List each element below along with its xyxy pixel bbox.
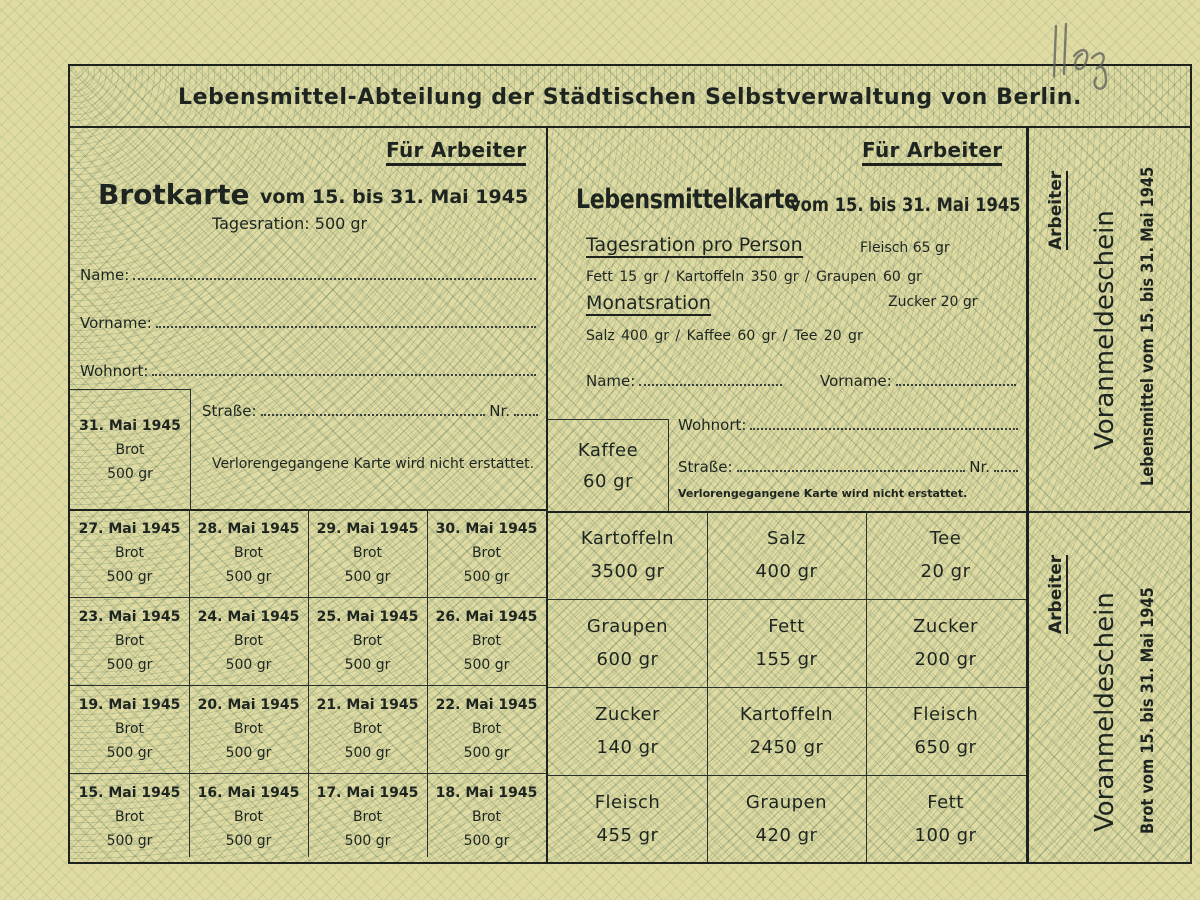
coupon-item: Fett [927, 792, 964, 813]
food-grid-row-line [548, 687, 1026, 688]
coupon-amount: 500 gr [344, 657, 391, 673]
coupon-item: Kartoffeln [580, 528, 675, 549]
food-coupon[interactable] [548, 689, 707, 773]
coupon-amount: 500 gr [106, 833, 153, 849]
coupon-amount: 500 gr [463, 569, 510, 585]
food-wohnort-label: Wohnort: [678, 416, 747, 434]
food-nr-label: Nr. [969, 458, 990, 476]
bread-coupon[interactable] [70, 775, 189, 859]
first-coupon-top [70, 389, 190, 390]
bread-name-field[interactable] [80, 266, 540, 284]
coupon-amount: 500 gr [106, 657, 153, 673]
coupon-item: Zucker [595, 704, 660, 725]
bread-coupon[interactable] [189, 599, 308, 683]
food-card-period: vom 15. bis 31. Mai 1945 [790, 194, 1021, 216]
coupon-amount: 500 gr [463, 745, 510, 761]
food-name-label: Name: [586, 372, 636, 390]
food-monthly-line: Salz 400 gr / Kaffee 60 gr / Tee 20 gr [586, 328, 863, 344]
food-daily-meat: Fleisch 65 gr [860, 240, 950, 256]
coupon-date: 20. Mai 1945 [197, 697, 300, 713]
coupon-amount: 140 gr [596, 737, 659, 758]
bread-grid-row-line [70, 685, 546, 686]
divider-food-stubs [1026, 126, 1029, 862]
coupon-item: Zucker [913, 616, 978, 637]
bread-grid-row-line [70, 597, 546, 598]
bread-card-for-label: Für Arbeiter [386, 138, 526, 166]
bread-coupon-first[interactable] [70, 392, 190, 508]
coupon-date: 19. Mai 1945 [78, 697, 181, 713]
coupon-item: Fleisch [594, 792, 661, 813]
stub-top-subtitle: Lebensmittel vom 15. bis 31. Mai 1945 [1138, 166, 1158, 486]
ration-card [68, 64, 1192, 864]
bread-coupon[interactable] [308, 511, 427, 595]
food-grid-row-line [548, 599, 1026, 600]
coupon-amount: 500 gr [463, 657, 510, 673]
coupon-item: Tee [929, 528, 962, 549]
coupon-item: Brot [352, 809, 383, 825]
first-coupon-right [190, 389, 191, 509]
food-card-for-label: Für Arbeiter [862, 138, 1002, 166]
food-name-field[interactable] [586, 372, 786, 390]
bread-coupon[interactable] [70, 599, 189, 683]
coupon-item: Brot [352, 633, 383, 649]
coupon-date: 17. Mai 1945 [316, 785, 419, 801]
coupon-amount: 500 gr [225, 569, 272, 585]
bread-coupon[interactable] [427, 599, 546, 683]
handwritten-pencil-mark [1048, 16, 1118, 96]
coupon-item: Brot [471, 545, 502, 561]
coupon-amount: 500 gr [225, 745, 272, 761]
food-coupon[interactable] [707, 777, 866, 861]
food-coupon[interactable] [707, 601, 866, 685]
divider-stubs [1028, 511, 1190, 513]
food-grid-row-line [548, 775, 1026, 776]
coupon-date: 31. Mai 1945 [79, 418, 181, 434]
food-monthly-sugar: Zucker 20 gr [888, 294, 978, 310]
coupon-item: Fett [768, 616, 805, 637]
coupon-amount: 500 gr [344, 833, 391, 849]
food-coupon[interactable] [548, 513, 707, 597]
coupon-amount: 500 gr [344, 569, 391, 585]
food-vorname-field[interactable] [820, 372, 1020, 390]
kaffee-coupon-top [548, 419, 668, 420]
coupon-amount: 500 gr [463, 833, 510, 849]
bread-coupon[interactable] [427, 511, 546, 595]
bread-coupon[interactable] [308, 687, 427, 771]
coupon-date: 24. Mai 1945 [197, 609, 300, 625]
stub-bottom-label: Arbeiter [1046, 554, 1066, 634]
stub-bottom-subtitle: Brot vom 15. bis 31. Mai 1945 [1138, 587, 1158, 834]
coupon-amount: 500 gr [106, 569, 153, 585]
coupon-date: 27. Mai 1945 [78, 521, 181, 537]
card-header-title: Lebensmittel-Abteilung der Städtischen Selbstverwaltung von Berlin. [177, 84, 1083, 110]
header-divider [70, 126, 1190, 128]
coupon-amount: 400 gr [755, 561, 818, 582]
bread-grid-row-line [70, 773, 546, 774]
coupon-date: 21. Mai 1945 [316, 697, 419, 713]
food-coupon[interactable] [866, 513, 1025, 597]
coupon-amount: 3500 gr [590, 561, 665, 582]
stub-bottom-title: Voranmeldeschein [1090, 592, 1120, 832]
coupon-amount: 600 gr [596, 649, 659, 670]
stub-top-title: Voranmeldeschein [1090, 210, 1120, 450]
kaffee-coupon[interactable] [548, 422, 668, 510]
bread-strasse-field[interactable] [202, 402, 542, 420]
coupon-amount: 500 gr [344, 745, 391, 761]
coupon-amount: 2450 gr [749, 737, 824, 758]
coupon-date: 16. Mai 1945 [197, 785, 300, 801]
coupon-amount: 500 gr [106, 745, 153, 761]
coupon-amount: 500 gr [107, 466, 153, 482]
bread-wohnort-label: Wohnort: [80, 362, 149, 380]
bread-vorname-label: Vorname: [80, 314, 152, 332]
coupon-amount: 200 gr [914, 649, 977, 670]
coupon-item: Fleisch [912, 704, 979, 725]
coupon-item: Kartoffeln [739, 704, 834, 725]
bread-coupon[interactable] [427, 775, 546, 859]
food-vorname-label: Vorname: [820, 372, 892, 390]
food-coupon[interactable] [866, 777, 1025, 861]
bread-coupon[interactable] [189, 775, 308, 859]
coupon-item: Brot [114, 545, 145, 561]
coupon-date: 29. Mai 1945 [316, 521, 419, 537]
bread-name-label: Name: [80, 266, 130, 284]
bread-notice: Verlorengegangene Karte wird nicht erstattet. [211, 456, 535, 472]
stub-top-label: Arbeiter [1046, 170, 1066, 250]
coupon-item: Brot [114, 721, 145, 737]
coupon-item: Brot [471, 809, 502, 825]
food-wohnort-field[interactable] [678, 416, 1022, 434]
coupon-amount: 155 gr [755, 649, 818, 670]
coupon-date: 30. Mai 1945 [435, 521, 538, 537]
food-strasse-field[interactable] [678, 458, 1022, 476]
coupon-amount: 650 gr [914, 737, 977, 758]
food-coupon[interactable] [548, 601, 707, 685]
food-coupon[interactable] [707, 689, 866, 773]
bread-nr-label: Nr. [489, 402, 510, 420]
coupon-item: Salz [767, 528, 806, 549]
coupon-item: Brot [233, 721, 264, 737]
food-strasse-label: Straße: [678, 458, 733, 476]
coupon-item: Brot [471, 633, 502, 649]
food-notice: Verlorengegangene Karte wird nicht erstattet. [678, 487, 968, 500]
coupon-date: 18. Mai 1945 [435, 785, 538, 801]
coupon-item: Kaffee [577, 440, 639, 461]
food-coupon[interactable] [866, 601, 1025, 685]
coupon-date: 15. Mai 1945 [78, 785, 181, 801]
coupon-amount: 20 gr [920, 561, 971, 582]
coupon-item: Brot [352, 721, 383, 737]
bread-coupon[interactable] [427, 687, 546, 771]
bread-card-title: Brotkarte [98, 178, 250, 211]
bread-coupon[interactable] [189, 687, 308, 771]
coupon-item: Brot [471, 721, 502, 737]
coupon-amount: 500 gr [225, 833, 272, 849]
bread-card-daily-ration: Tagesration: 500 gr [212, 214, 368, 233]
kaffee-coupon-right [668, 419, 669, 511]
coupon-item: Brot [233, 633, 264, 649]
coupon-date: 22. Mai 1945 [435, 697, 538, 713]
coupon-item: Brot [233, 809, 264, 825]
food-coupon[interactable] [866, 689, 1025, 773]
coupon-amount: 100 gr [914, 825, 977, 846]
bread-coupon[interactable] [70, 511, 189, 595]
coupon-amount: 60 gr [583, 471, 633, 492]
food-coupon[interactable] [548, 777, 707, 861]
food-coupon[interactable] [707, 513, 866, 597]
bread-coupon[interactable] [189, 511, 308, 595]
bread-vorname-field[interactable] [80, 314, 540, 332]
coupon-amount: 455 gr [596, 825, 659, 846]
food-monthly-heading: Monatsration [586, 292, 711, 314]
coupon-date: 25. Mai 1945 [316, 609, 419, 625]
coupon-item: Graupen [745, 792, 828, 813]
bread-wohnort-field[interactable] [80, 362, 540, 380]
bread-card-period: vom 15. bis 31. Mai 1945 [260, 186, 529, 208]
coupon-item: Brot [352, 545, 383, 561]
bread-coupon[interactable] [308, 775, 427, 859]
coupon-item: Brot [114, 633, 145, 649]
coupon-date: 28. Mai 1945 [197, 521, 300, 537]
coupon-item: Graupen [586, 616, 669, 637]
bread-coupon[interactable] [70, 687, 189, 771]
coupon-date: 26. Mai 1945 [435, 609, 538, 625]
coupon-item: Brot [114, 809, 145, 825]
food-daily-heading: Tagesration pro Person [586, 234, 803, 256]
coupon-amount: 420 gr [755, 825, 818, 846]
bread-strasse-label: Straße: [202, 402, 257, 420]
food-card-title: Lebensmittelkarte [576, 184, 799, 215]
bread-coupon[interactable] [308, 599, 427, 683]
coupon-item: Brot [115, 442, 145, 458]
food-daily-line: Fett 15 gr / Kartoffeln 350 gr / Graupen 60 gr [586, 269, 922, 285]
coupon-amount: 500 gr [225, 657, 272, 673]
coupon-date: 23. Mai 1945 [78, 609, 181, 625]
coupon-item: Brot [233, 545, 264, 561]
